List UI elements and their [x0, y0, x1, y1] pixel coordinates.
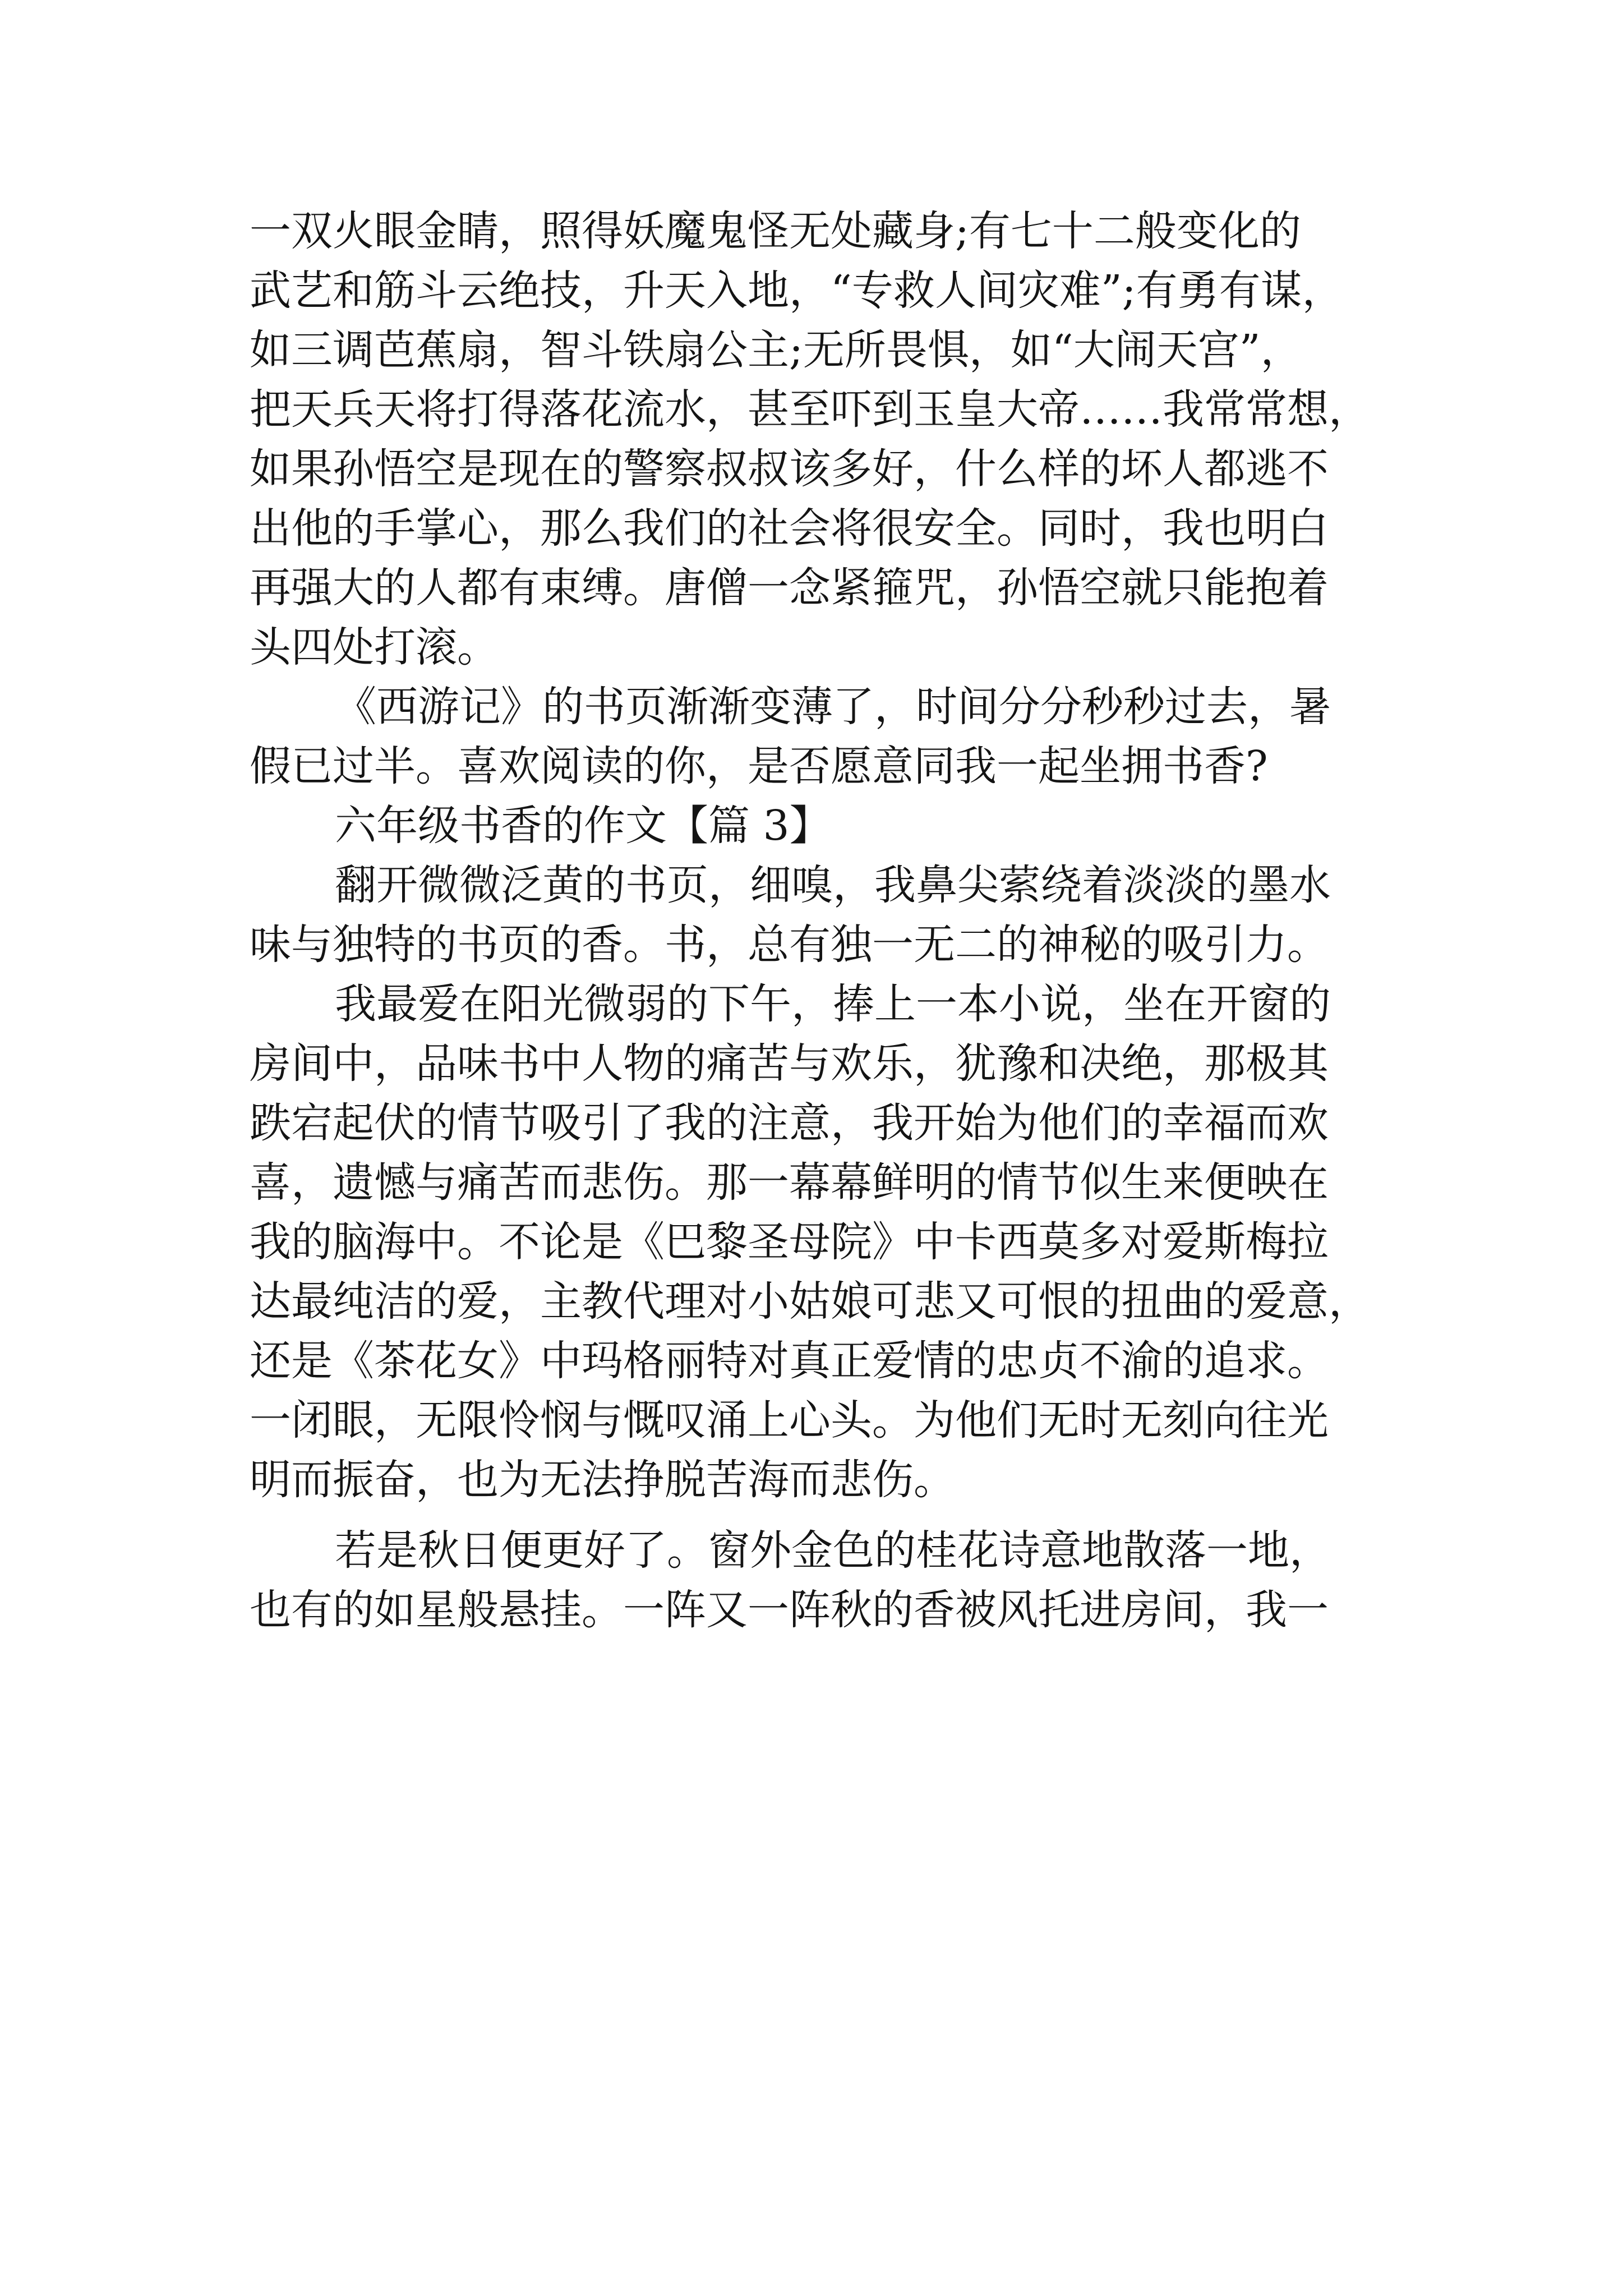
paragraph-line: 如三调芭蕉扇，智斗铁扇公主;无所畏惧，如“大闹天宫”， — [250, 326, 1302, 374]
document-body — [250, 207, 1388, 1649]
paragraph-line: 若是秋日便更好了。窗外金色的桂花诗意地散落一地， — [335, 1526, 1331, 1575]
paragraph-line: 如果孙悟空是现在的警察叔叔该多好，什么样的坏人都逃不 — [250, 445, 1329, 493]
paragraph-line: 一闭眼，无限怜悯与慨叹涌上心头。为他们无时无刻向往光 — [250, 1396, 1329, 1444]
paragraph-line: 房间中，品味书中人物的痛苦与欢乐，犹豫和决绝，那极其 — [250, 1039, 1329, 1088]
paragraph-line: 味与独特的书页的香。书，总有独一无二的神秘的吸引力。 — [250, 921, 1329, 969]
paragraph-line: 再强大的人都有束缚。唐僧一念紧箍咒，孙悟空就只能抱着 — [250, 564, 1329, 612]
section-heading: 六年级书香的作文【篇 3】 — [335, 802, 831, 850]
paragraph-line: 一双火眼金睛，照得妖魔鬼怪无处藏身;有七十二般变化的 — [250, 207, 1301, 255]
paragraph-line: 我最爱在阳光微弱的下午，捧上一本小说，坐在开窗的 — [335, 980, 1331, 1028]
paragraph-line: 把天兵天将打得落花流水，甚至吓到玉皇大帝……我常常想， — [250, 385, 1370, 434]
paragraph-line: 喜，遗憾与痛苦而悲伤。那一幕幕鲜明的情节似生来便映在 — [250, 1158, 1329, 1207]
paragraph-line: 我的脑海中。不论是《巴黎圣母院》中卡西莫多对爱斯梅拉 — [250, 1218, 1329, 1266]
paragraph-line: 出他的手掌心，那么我们的社会将很安全。同时，我也明白 — [250, 504, 1329, 553]
paragraph-line: 假已过半。喜欢阅读的你，是否愿意同我一起坐拥书香? — [250, 742, 1268, 790]
paragraph-line: 明而振奋，也为无法挣脱苦海而悲伤。 — [250, 1456, 955, 1504]
paragraph-line: 头四处打滚。 — [250, 623, 499, 671]
paragraph-line: 跌宕起伏的情节吸引了我的注意，我开始为他们的幸福而欢 — [250, 1099, 1329, 1147]
paragraph-line: 达最纯洁的爱，主教代理对小姑娘可悲又可恨的扭曲的爱意， — [250, 1277, 1370, 1326]
paragraph-line: 还是《茶花女》中玛格丽特对真正爱情的忠贞不渝的追求。 — [250, 1337, 1329, 1385]
paragraph-line: 翻开微微泛黄的书页，细嗅，我鼻尖萦绕着淡淡的墨水 — [335, 861, 1331, 909]
paragraph-line: 也有的如星般悬挂。一阵又一阵秋的香被风托进房间，我一 — [250, 1586, 1329, 1634]
paragraph-line: 武艺和筋斗云绝技，升天入地，“专救人间灾难”;有勇有谋， — [250, 266, 1344, 315]
paragraph-line: 《西游记》的书页渐渐变薄了，时间分分秒秒过去，暑 — [335, 683, 1331, 731]
